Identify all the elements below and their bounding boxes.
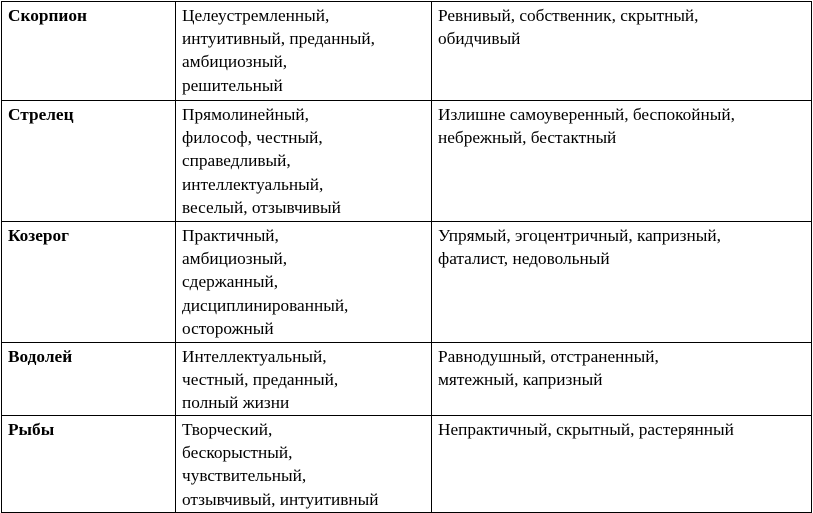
sign-cell: Козерог (2, 222, 176, 343)
positive-trait-line: Творческий, (182, 420, 273, 439)
negative-trait-line: обидчивый (438, 29, 521, 49)
positive-trait-line: дисциплинированный, (182, 295, 349, 315)
negative-traits-cell (432, 2, 812, 101)
table-row (2, 222, 812, 343)
negative-traits-cell (432, 222, 812, 343)
table-row (2, 343, 812, 416)
positive-trait-line: философ, честный, (182, 128, 323, 148)
negative-trait-line: Равнодушный, отстраненный, (438, 347, 659, 366)
negative-traits-cell (432, 416, 812, 513)
table-row (2, 101, 812, 222)
positive-trait-line: честный, преданный, (182, 370, 339, 390)
negative-traits-cell (432, 343, 812, 416)
zodiac-traits-table (1, 1, 812, 513)
sign-cell: Стрелец (2, 101, 176, 222)
positive-trait-line: Интеллектуальный, (182, 347, 327, 366)
table-row (2, 2, 812, 101)
positive-trait-line: осторожный (182, 318, 274, 338)
sign-cell: Скорпион (2, 2, 176, 101)
positive-trait-line: Целеустремленный, (182, 6, 330, 25)
negative-trait-line: небрежный, бестактный (438, 128, 617, 148)
positive-trait-line: интеллектуальный, (182, 174, 324, 194)
table-row (2, 416, 812, 513)
positive-trait-line: решительный (182, 75, 283, 95)
negative-trait-line: фаталист, недовольный (438, 249, 610, 269)
positive-traits-cell (176, 101, 432, 222)
positive-trait-line: амбициозный, (182, 52, 288, 72)
positive-trait-line: отзывчивый, интуитивный (182, 489, 379, 509)
positive-traits-cell (176, 416, 432, 513)
positive-traits-cell (176, 343, 432, 416)
positive-traits-cell (176, 2, 432, 101)
negative-trait-line: Упрямый, эгоцентричный, капризный, (438, 226, 721, 245)
positive-trait-line: амбициозный, (182, 249, 288, 269)
negative-trait-line: мятежный, капризный (438, 370, 603, 390)
negative-trait-line: Непрактичный, скрытный, растерянный (438, 420, 734, 439)
positive-trait-line: чувствительный, (182, 466, 307, 486)
positive-trait-line: сдержанный, (182, 272, 279, 292)
positive-trait-line: бескорыстный, (182, 443, 293, 463)
sign-cell: Водолей (2, 343, 176, 416)
negative-trait-line: Излишне самоуверенный, беспокойный, (438, 105, 735, 124)
positive-trait-line: справедливый, (182, 151, 291, 171)
positive-trait-line: веселый, отзывчивый (182, 197, 341, 217)
sign-cell: Рыбы (2, 416, 176, 513)
positive-traits-cell (176, 222, 432, 343)
negative-trait-line: Ревнивый, собственник, скрытный, (438, 6, 699, 25)
positive-trait-line: Прямолинейный, (182, 105, 309, 124)
positive-trait-line: интуитивный, преданный, (182, 29, 375, 49)
positive-trait-line: полный жизни (182, 393, 290, 413)
positive-trait-line: Практичный, (182, 226, 279, 245)
negative-traits-cell (432, 101, 812, 222)
